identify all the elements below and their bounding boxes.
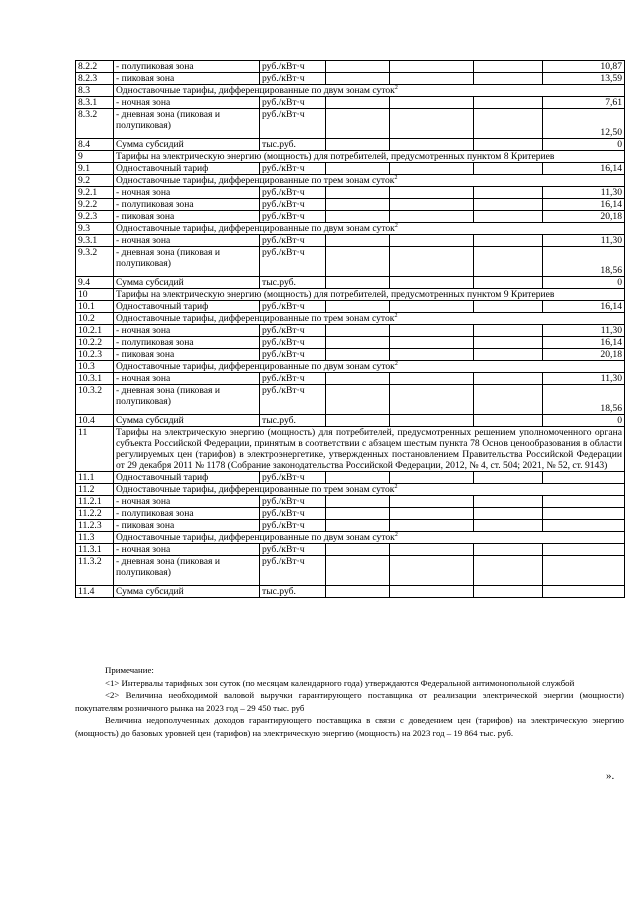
empty-cell xyxy=(326,544,390,556)
row-code: 9.2 xyxy=(76,175,114,187)
row-code: 8.3.2 xyxy=(76,109,114,139)
table-row xyxy=(76,235,625,247)
row-name: - пиковая зона xyxy=(114,211,260,223)
section-title-text: Тарифы на электрическую энергию (мощность) для потребителей, предусмотренных пунктом 8 Критериев xyxy=(116,151,555,162)
table-row xyxy=(76,175,625,187)
row-code: 11.3.2 xyxy=(76,556,114,586)
row-code: 9.3 xyxy=(76,223,114,235)
row-value xyxy=(543,496,625,508)
row-unit: руб./кВт·ч xyxy=(260,508,326,520)
empty-cell xyxy=(390,97,474,109)
empty-cell xyxy=(326,187,390,199)
empty-cell xyxy=(474,211,543,223)
empty-cell xyxy=(390,349,474,361)
closing-quote-mark: ». xyxy=(606,770,615,782)
table-row xyxy=(76,532,625,544)
row-name: - пиковая зона xyxy=(114,520,260,532)
row-unit: руб./кВт·ч xyxy=(260,325,326,337)
empty-cell xyxy=(326,508,390,520)
row-code: 11.2.3 xyxy=(76,520,114,532)
row-code: 10 xyxy=(76,289,114,301)
section-title-text: Одноставочные тарифы, дифференцированные по двум зонам суток xyxy=(116,532,395,543)
row-code: 8.2.2 xyxy=(76,61,114,73)
row-unit: руб./кВт·ч xyxy=(260,247,326,277)
row-code: 11.4 xyxy=(76,586,114,598)
empty-cell xyxy=(326,415,390,427)
row-name: - дневная зона (пиковая и полупиковая) xyxy=(114,385,260,415)
row-unit: руб./кВт·ч xyxy=(260,472,326,484)
row-unit: руб./кВт·ч xyxy=(260,73,326,85)
empty-cell xyxy=(390,247,474,277)
empty-cell xyxy=(390,163,474,175)
row-code: 10.2.2 xyxy=(76,337,114,349)
empty-cell xyxy=(390,337,474,349)
section-title-text: Одноставочные тарифы, дифференцированные по трем зонам суток xyxy=(116,175,395,186)
row-name: Сумма субсидий xyxy=(114,277,260,289)
empty-cell xyxy=(474,301,543,313)
table-row xyxy=(76,544,625,556)
empty-cell xyxy=(390,373,474,385)
row-name: - дневная зона (пиковая и полупиковая) xyxy=(114,247,260,277)
row-value: 11,30 xyxy=(543,235,625,247)
row-value: 20,18 xyxy=(543,349,625,361)
row-name: - дневная зона (пиковая и полупиковая) xyxy=(114,109,260,139)
table-row xyxy=(76,484,625,496)
table-row xyxy=(76,586,625,598)
empty-cell xyxy=(390,544,474,556)
empty-cell xyxy=(326,139,390,151)
row-value: 13,59 xyxy=(543,73,625,85)
row-value: 10,87 xyxy=(543,61,625,73)
empty-cell xyxy=(474,349,543,361)
row-name: Сумма субсидий xyxy=(114,139,260,151)
row-code: 9.4 xyxy=(76,277,114,289)
empty-cell xyxy=(390,277,474,289)
row-unit: тыс.руб. xyxy=(260,586,326,598)
empty-cell xyxy=(326,199,390,211)
row-value xyxy=(543,508,625,520)
empty-cell xyxy=(390,472,474,484)
footnote-ref: 2 xyxy=(394,84,398,91)
row-code: 9.2.1 xyxy=(76,187,114,199)
section-title xyxy=(114,313,625,325)
table-row xyxy=(76,85,625,97)
section-title xyxy=(114,151,625,163)
empty-cell xyxy=(474,187,543,199)
empty-cell xyxy=(326,472,390,484)
table-row xyxy=(76,508,625,520)
row-code: 10.2.1 xyxy=(76,325,114,337)
row-code: 8.4 xyxy=(76,139,114,151)
empty-cell xyxy=(326,349,390,361)
empty-cell xyxy=(326,325,390,337)
row-code: 11.2 xyxy=(76,484,114,496)
empty-cell xyxy=(474,586,543,598)
empty-cell xyxy=(326,73,390,85)
row-unit: тыс.руб. xyxy=(260,139,326,151)
empty-cell xyxy=(326,520,390,532)
row-unit: руб./кВт·ч xyxy=(260,187,326,199)
empty-cell xyxy=(326,337,390,349)
row-value: 0 xyxy=(543,415,625,427)
row-code: 8.3.1 xyxy=(76,97,114,109)
empty-cell xyxy=(474,556,543,586)
empty-cell xyxy=(326,556,390,586)
row-name: - полупиковая зона xyxy=(114,508,260,520)
row-code: 10.3 xyxy=(76,361,114,373)
footnote-ref: 2 xyxy=(394,360,398,367)
row-unit: руб./кВт·ч xyxy=(260,496,326,508)
empty-cell xyxy=(390,301,474,313)
row-unit: руб./кВт·ч xyxy=(260,163,326,175)
table-row xyxy=(76,187,625,199)
row-name: - дневная зона (пиковая и полупиковая) xyxy=(114,556,260,586)
row-value: 16,14 xyxy=(543,163,625,175)
empty-cell xyxy=(390,496,474,508)
empty-cell xyxy=(474,109,543,139)
section-title-text: Одноставочные тарифы, дифференцированные по двум зонам суток xyxy=(116,361,395,372)
row-unit: тыс.руб. xyxy=(260,277,326,289)
row-code: 9.2.2 xyxy=(76,199,114,211)
empty-cell xyxy=(390,556,474,586)
row-code: 8.3 xyxy=(76,85,114,97)
table-row xyxy=(76,211,625,223)
empty-cell xyxy=(390,325,474,337)
table-row xyxy=(76,109,625,139)
row-value: 16,14 xyxy=(543,337,625,349)
table-row xyxy=(76,373,625,385)
empty-cell xyxy=(474,385,543,415)
empty-cell xyxy=(474,97,543,109)
empty-cell xyxy=(326,211,390,223)
empty-cell xyxy=(390,415,474,427)
table-row xyxy=(76,73,625,85)
empty-cell xyxy=(326,109,390,139)
section-title-text: Одноставочные тарифы, дифференцированные по трем зонам суток xyxy=(116,484,395,495)
table-row xyxy=(76,199,625,211)
row-name: - ночная зона xyxy=(114,373,260,385)
empty-cell xyxy=(326,163,390,175)
row-code: 9.1 xyxy=(76,163,114,175)
row-code: 10.2.3 xyxy=(76,349,114,361)
empty-cell xyxy=(390,586,474,598)
row-code: 9.3.1 xyxy=(76,235,114,247)
section-title xyxy=(114,532,625,544)
footnote-ref: 2 xyxy=(394,174,398,181)
table-row xyxy=(76,139,625,151)
table-row xyxy=(76,520,625,532)
row-code: 11.2.1 xyxy=(76,496,114,508)
empty-cell xyxy=(326,301,390,313)
table-row xyxy=(76,223,625,235)
row-code: 11 xyxy=(76,427,114,472)
footnote-ref: 2 xyxy=(394,531,398,538)
empty-cell xyxy=(474,247,543,277)
row-unit: тыс.руб. xyxy=(260,415,326,427)
table-row xyxy=(76,289,625,301)
table-row xyxy=(76,61,625,73)
section-title-text: Одноставочные тарифы, дифференцированные по двум зонам суток xyxy=(116,223,395,234)
row-code: 10.1 xyxy=(76,301,114,313)
row-code: 10.3.2 xyxy=(76,385,114,415)
notes xyxy=(75,664,624,739)
row-value xyxy=(543,544,625,556)
row-value: 11,30 xyxy=(543,325,625,337)
row-code: 9 xyxy=(76,151,114,163)
empty-cell xyxy=(474,520,543,532)
table-row xyxy=(76,496,625,508)
footnote-ref: 2 xyxy=(394,222,398,229)
row-name: - ночная зона xyxy=(114,496,260,508)
table-row xyxy=(76,556,625,586)
row-value: 18,56 xyxy=(543,247,625,277)
row-value xyxy=(543,556,625,586)
empty-cell xyxy=(390,211,474,223)
note-1: <1> Интервалы тарифных зон суток (по месяцам календарного года) утверждаются Федеральной антимонопольной службой xyxy=(105,677,575,688)
table-row xyxy=(76,151,625,163)
row-unit: руб./кВт·ч xyxy=(260,211,326,223)
row-name: - полупиковая зона xyxy=(114,199,260,211)
note-3: Величина недополученных доходов гарантирующего поставщика в связи с доведением цен (тарифов) на электрическую энергию (мощность) до базовых уровней цен (тарифов) на электрическую энергию (мощность) на 2023 год – 19 864 тыс. руб. xyxy=(75,715,624,738)
empty-cell xyxy=(326,586,390,598)
section-title-text: Одноставочные тарифы, дифференцированные по трем зонам суток xyxy=(116,313,395,324)
row-unit: руб./кВт·ч xyxy=(260,544,326,556)
empty-cell xyxy=(474,199,543,211)
empty-cell xyxy=(474,472,543,484)
table-row xyxy=(76,325,625,337)
row-code: 8.2.3 xyxy=(76,73,114,85)
row-unit: руб./кВт·ч xyxy=(260,385,326,415)
empty-cell xyxy=(326,385,390,415)
empty-cell xyxy=(474,544,543,556)
table-row xyxy=(76,313,625,325)
row-name: Одноставочный тариф xyxy=(114,163,260,175)
table-row xyxy=(76,361,625,373)
row-value xyxy=(543,520,625,532)
row-unit: руб./кВт·ч xyxy=(260,61,326,73)
row-unit: руб./кВт·ч xyxy=(260,199,326,211)
row-unit: руб./кВт·ч xyxy=(260,520,326,532)
table-row xyxy=(76,427,625,472)
row-code: 11.1 xyxy=(76,472,114,484)
empty-cell xyxy=(474,163,543,175)
empty-cell xyxy=(326,496,390,508)
row-unit: руб./кВт·ч xyxy=(260,97,326,109)
section-title xyxy=(114,289,625,301)
row-name: - полупиковая зона xyxy=(114,337,260,349)
row-unit: руб./кВт·ч xyxy=(260,556,326,586)
row-name: - ночная зона xyxy=(114,544,260,556)
section-title xyxy=(114,175,625,187)
row-name: - пиковая зона xyxy=(114,349,260,361)
row-name: Сумма субсидий xyxy=(114,415,260,427)
row-code: 11.2.2 xyxy=(76,508,114,520)
section-title xyxy=(114,484,625,496)
section-title xyxy=(114,361,625,373)
empty-cell xyxy=(474,61,543,73)
row-code: 9.2.3 xyxy=(76,211,114,223)
row-name: Одноставочный тариф xyxy=(114,301,260,313)
row-unit: руб./кВт·ч xyxy=(260,337,326,349)
row-name: Сумма субсидий xyxy=(114,586,260,598)
section-title-text: Одноставочные тарифы, дифференцированные по двум зонам суток xyxy=(116,85,395,96)
tariff-table xyxy=(75,60,625,598)
row-value: 12,50 xyxy=(543,109,625,139)
empty-cell xyxy=(326,373,390,385)
note-2: <2> Величина необходимой валовой выручки гарантирующего поставщика от реализации электрической энергии (мощности) покупателям розничного рынка на 2023 год – 29 450 тыс. руб xyxy=(75,690,624,713)
row-unit: руб./кВт·ч xyxy=(260,109,326,139)
empty-cell xyxy=(326,277,390,289)
row-value: 7,61 xyxy=(543,97,625,109)
empty-cell xyxy=(474,415,543,427)
row-value xyxy=(543,472,625,484)
row-name: - ночная зона xyxy=(114,235,260,247)
empty-cell xyxy=(390,73,474,85)
empty-cell xyxy=(390,508,474,520)
row-unit: руб./кВт·ч xyxy=(260,373,326,385)
row-value: 11,30 xyxy=(543,187,625,199)
table-row xyxy=(76,163,625,175)
row-unit: руб./кВт·ч xyxy=(260,301,326,313)
section-title-text: Тарифы на электрическую энергию (мощность) для потребителей, предусмотренных пунктом 9 Критериев xyxy=(116,289,555,300)
notes-heading: Примечание: xyxy=(105,665,154,675)
empty-cell xyxy=(474,373,543,385)
row-code: 10.3.1 xyxy=(76,373,114,385)
section-title xyxy=(114,85,625,97)
row-name: - пиковая зона xyxy=(114,73,260,85)
empty-cell xyxy=(390,139,474,151)
row-value: 11,30 xyxy=(543,373,625,385)
empty-cell xyxy=(390,235,474,247)
empty-cell xyxy=(390,61,474,73)
empty-cell xyxy=(326,247,390,277)
section-title-long: Тарифы на электрическую энергию (мощность) для потребителей, предусмотренных решением уполномоченного органа субъекта Российской Федерации, принятым в соответствии с абзацем шестым пункта 78 Основ ценообразования в области регулируемых цен (тарифов) в электроэнергетике, утвержденных постановлением Правительства Российской Федерации от 29 декабря 2011 № 1178 (Собрание законодательства Российской Федерации, 2012, № 4, ст. 504; 2021, № 52, ст. 9143) xyxy=(114,427,625,472)
row-value: 20,18 xyxy=(543,211,625,223)
row-value: 0 xyxy=(543,277,625,289)
row-value: 16,14 xyxy=(543,199,625,211)
row-name: - полупиковая зона xyxy=(114,61,260,73)
table-row xyxy=(76,337,625,349)
footnote-ref: 2 xyxy=(394,483,398,490)
empty-cell xyxy=(326,235,390,247)
empty-cell xyxy=(474,337,543,349)
table-row xyxy=(76,277,625,289)
table-row xyxy=(76,472,625,484)
empty-cell xyxy=(474,325,543,337)
row-name: - ночная зона xyxy=(114,187,260,199)
empty-cell xyxy=(474,508,543,520)
empty-cell xyxy=(390,187,474,199)
row-code: 11.3 xyxy=(76,532,114,544)
empty-cell xyxy=(474,139,543,151)
empty-cell xyxy=(474,73,543,85)
footnote-ref: 2 xyxy=(394,312,398,319)
row-code: 10.2 xyxy=(76,313,114,325)
row-value: 0 xyxy=(543,139,625,151)
empty-cell xyxy=(390,199,474,211)
row-value: 16,14 xyxy=(543,301,625,313)
empty-cell xyxy=(326,97,390,109)
table-row xyxy=(76,97,625,109)
row-unit: руб./кВт·ч xyxy=(260,235,326,247)
row-code: 9.3.2 xyxy=(76,247,114,277)
table-row xyxy=(76,415,625,427)
section-title xyxy=(114,223,625,235)
empty-cell xyxy=(474,277,543,289)
row-name: - ночная зона xyxy=(114,97,260,109)
row-code: 11.3.1 xyxy=(76,544,114,556)
table-row xyxy=(76,301,625,313)
row-unit: руб./кВт·ч xyxy=(260,349,326,361)
row-code: 10.4 xyxy=(76,415,114,427)
empty-cell xyxy=(390,385,474,415)
row-name: - ночная зона xyxy=(114,325,260,337)
row-name: Одноставочный тариф xyxy=(114,472,260,484)
table-row xyxy=(76,247,625,277)
table-row xyxy=(76,349,625,361)
empty-cell xyxy=(474,235,543,247)
empty-cell xyxy=(326,61,390,73)
empty-cell xyxy=(390,520,474,532)
table-row xyxy=(76,385,625,415)
row-value xyxy=(543,586,625,598)
row-value: 18,56 xyxy=(543,385,625,415)
empty-cell xyxy=(474,496,543,508)
empty-cell xyxy=(390,109,474,139)
